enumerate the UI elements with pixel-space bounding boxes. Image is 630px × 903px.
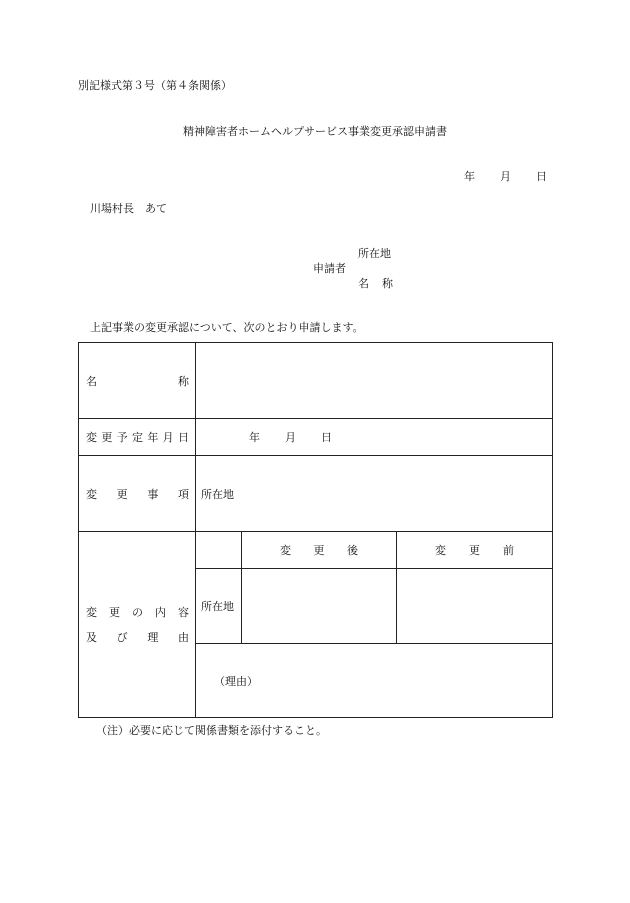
change-date-label-char: 予: [116, 431, 128, 444]
change-date-month: 月: [285, 431, 296, 444]
reason-label-char: び: [116, 631, 128, 644]
change-item-label-char: 事: [147, 487, 159, 501]
change-item-value: 所在地: [201, 487, 234, 501]
table-row-content-header: [79, 532, 553, 569]
change-item-label-char: 項: [177, 487, 189, 501]
content-label-char: の: [132, 606, 143, 619]
change-date-label-char: 年: [147, 431, 159, 444]
change-item-label-char: 変: [86, 487, 97, 501]
change-item-label-cell: [79, 456, 196, 532]
name-label-cell: [79, 343, 196, 419]
change-date-day: 日: [321, 431, 332, 444]
change-date-label-char: 更: [101, 431, 113, 444]
applicant-name-char: 名: [358, 277, 369, 290]
after-header-cell: [242, 532, 397, 569]
reason-label-char: 理: [147, 631, 159, 644]
reason-label: （理由）: [214, 674, 258, 688]
after-header-char: 更: [313, 544, 325, 557]
content-label-cell: [79, 532, 196, 718]
change-date-label-char: 定: [131, 431, 143, 444]
change-date-value-cell[interactable]: [196, 419, 553, 456]
reason-cell[interactable]: [196, 644, 553, 718]
content-label-char: 内: [155, 606, 166, 619]
change-item-label-char: 更: [116, 487, 128, 501]
reason-label-char: 及: [86, 631, 97, 644]
before-header-char: 変: [435, 544, 446, 557]
date-day: 日: [536, 170, 547, 183]
address-row-label-cell: [196, 569, 242, 644]
after-header-char: 変: [280, 544, 291, 557]
change-date-label-char: 変: [86, 431, 97, 444]
reason-label-char: 由: [177, 631, 189, 644]
table-row-change-item: [79, 456, 553, 532]
table-row-name: [79, 343, 553, 419]
address-after-cell[interactable]: [242, 569, 397, 644]
intro-text: 上記事業の変更承認について、次のとおり申請します。: [90, 321, 364, 334]
address-before-cell[interactable]: [397, 569, 553, 644]
content-label-char: 更: [109, 606, 120, 619]
before-header-cell: [397, 532, 553, 569]
change-date-label-char: 月: [162, 431, 174, 444]
after-header-char: 後: [347, 544, 358, 557]
change-date-label-cell: [79, 419, 196, 456]
change-item-value-cell[interactable]: [196, 456, 553, 532]
header-empty-cell: [196, 532, 242, 569]
table-row-change-date: [79, 419, 553, 456]
applicant-address-label: 所在地: [358, 247, 391, 260]
change-date-label-char: 日: [177, 431, 189, 444]
content-label-char: 変: [86, 606, 97, 619]
change-application-table: [78, 342, 553, 718]
date-line: [464, 171, 547, 182]
content-label-char: 容: [178, 606, 189, 619]
applicant-name-label: [358, 278, 393, 289]
applicant-name-char: 称: [382, 277, 393, 290]
name-label-char: 名: [86, 374, 97, 388]
date-month: 月: [500, 170, 511, 183]
name-value-cell[interactable]: [196, 343, 553, 419]
name-label-char: 称: [178, 374, 189, 388]
document-title: 精神障害者ホームヘルプサービス事業変更承認申請書: [183, 125, 447, 138]
change-date-year: 年: [249, 431, 260, 444]
note: （注）必要に応じて関係書類を添付すること。: [96, 724, 327, 737]
before-header-char: 前: [503, 544, 514, 557]
before-header-char: 更: [469, 544, 480, 557]
address-row-label: 所在地: [201, 600, 234, 613]
date-year: 年: [464, 170, 475, 183]
addressee: 川場村長 あて: [90, 202, 167, 215]
form-number: 別記様式第３号（第４条関係）: [78, 79, 232, 92]
applicant-label: 申請者: [313, 262, 346, 275]
